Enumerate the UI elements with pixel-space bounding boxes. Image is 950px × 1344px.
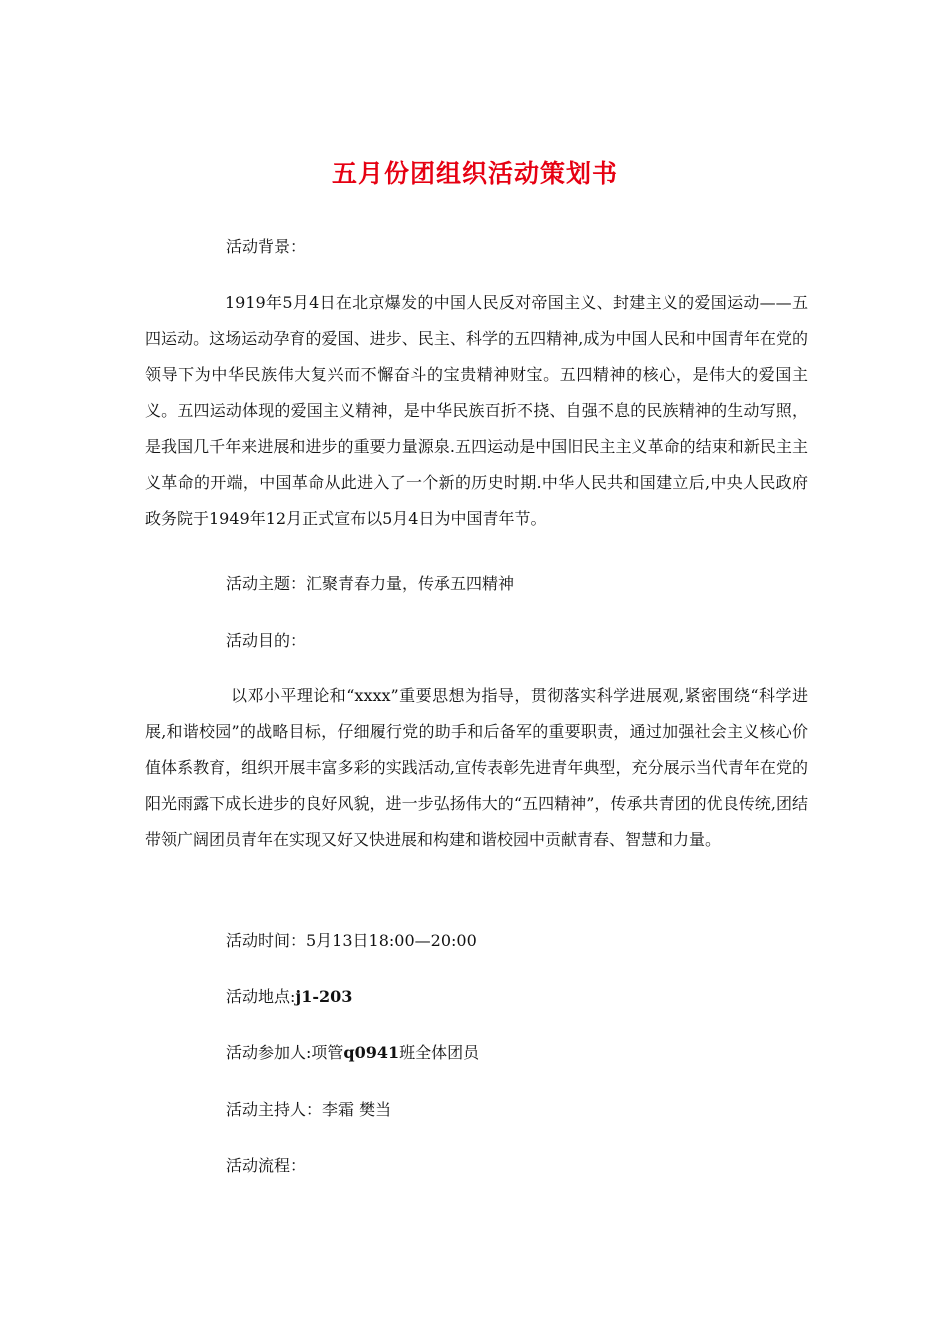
process-label: 活动流程： [226, 1156, 307, 1175]
time-line: 活动时间：5月13日18:00—20:00 [226, 931, 477, 950]
participants-suffix: 班全体团员 [399, 1043, 480, 1062]
participants-prefix: 项管 [311, 1043, 344, 1062]
participants-class: q0941 [343, 1043, 400, 1062]
purpose-label: 活动目的： [226, 631, 307, 650]
location-label: 活动地点: [226, 987, 296, 1006]
theme-line: 活动主题：汇聚青春力量，传承五四精神 [226, 574, 515, 593]
location-value: j1-203 [295, 987, 353, 1006]
host-line: 活动主持人：李霜 樊当 [226, 1100, 392, 1119]
participants-line [226, 1042, 479, 1064]
background-label: 活动背景： [226, 237, 307, 256]
document-title: 五月份团组织活动策划书 [331, 159, 618, 188]
participants-label: 活动参加人: [226, 1043, 312, 1062]
purpose-paragraph: 以邓小平理论和“xxxx”重要思想为指导，贯彻落实科学进展观,紧密围绕“科学进展,和谐校园”的战略目标，仔细履行党的助手和后备军的重要职责，通过加强社会主义核心价值体系教育，组织开展丰富多彩的实践活动,宣传表彰先进青年典型，充分展示当代青年在党的阳光雨露下成长进步的良好风貌，进一步弘扬伟大的“五四精神”，传承共青团的优良传统,团结带领广阔团员青年在实现又好又快进展和构建和谐校园中贡献青春、智慧和力量。 [145, 686, 808, 849]
location-line [226, 986, 352, 1008]
background-paragraph: 1919年5月4日在北京爆发的中国人民反对帝国主义、封建主义的爱国运动——五四运动。这场运动孕育的爱国、进步、民主、科学的五四精神,成为中国人民和中国青年在党的领导下为中华民族伟大复兴而不懈奋斗的宝贵精神财宝。五四精神的核心，是伟大的爱国主义。五四运动体现的爱国主义精神，是中华民族百折不挠、自强不息的民族精神的生动写照，是我国几千年来进展和进步的重要力量源泉.五四运动是中国旧民主主义革命的结束和新民主主义革命的开端，中国革命从此进入了一个新的历史时期.中华人民共和国建立后,中央人民政府政务院于1949年12月正式宣布以5月4日为中国青年节。 [145, 293, 808, 528]
